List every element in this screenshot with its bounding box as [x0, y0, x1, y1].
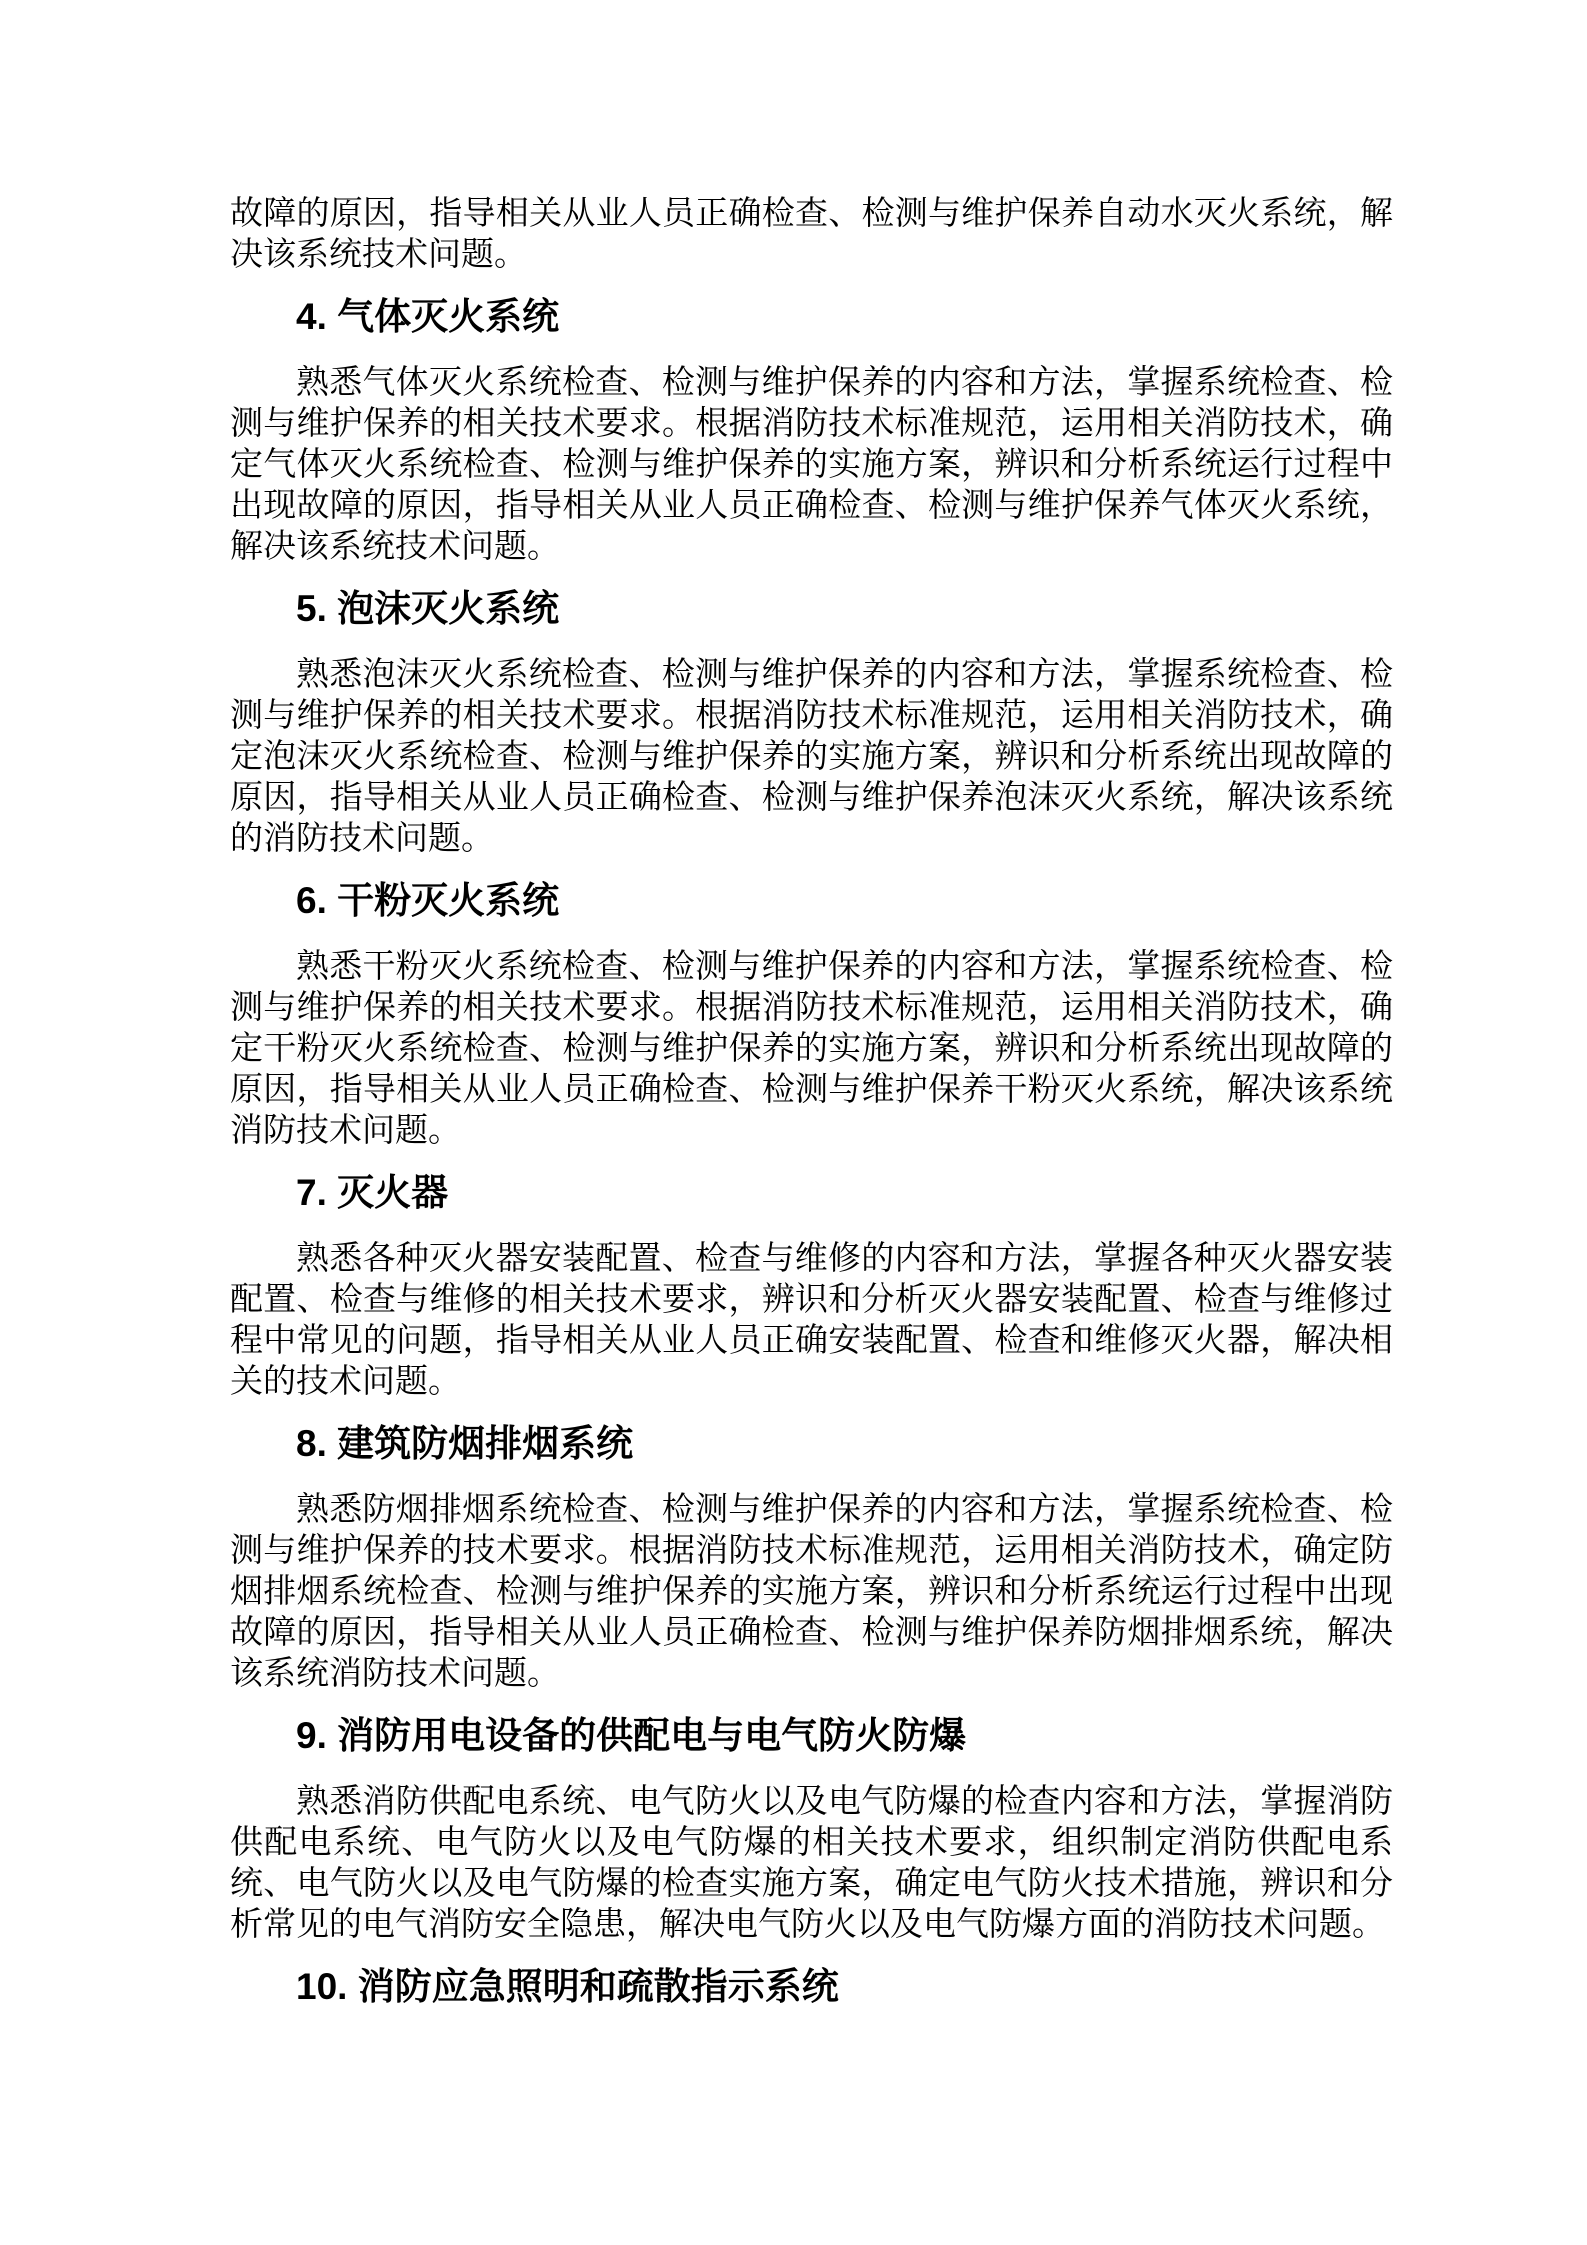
- sections-container: [230, 293, 1393, 2011]
- document-section: [230, 877, 1393, 1152]
- section-body-paragraph: 熟悉各种灭火器安装配置、检查与维修的内容和方法，掌握各种灭火器安装配置、检查与维修的相关技术要求，辨识和分析灭火器安装配置、检查与维修过程中常见的问题，指导相关从业人员正确安装配置、检查和维修灭火器，解决相关的技术问题。: [230, 1241, 1393, 1400]
- document-section: [230, 1712, 1393, 1946]
- continuation-paragraph: 故障的原因，指导相关从业人员正确检查、检测与维护保养自动水灭火系统，解决该系统技术问题。: [230, 196, 1393, 273]
- section-body-paragraph: 熟悉泡沫灭火系统检查、检测与维护保养的内容和方法，掌握系统检查、检测与维护保养的相关技术要求。根据消防技术标准规范，运用相关消防技术，确定泡沫灭火系统检查、检测与维护保养的实施方案，辨识和分析系统出现故障的原因，指导相关从业人员正确检查、检测与维护保养泡沫灭火系统，解决该系统的消防技术问题。: [230, 657, 1393, 857]
- document-text-block: [230, 194, 1393, 2011]
- section-body-paragraph: 熟悉气体灭火系统检查、检测与维护保养的内容和方法，掌握系统检查、检测与维护保养的相关技术要求。根据消防技术标准规范，运用相关消防技术，确定气体灭火系统检查、检测与维护保养的实施方案，辨识和分析系统运行过程中出现故障的原因，指导相关从业人员正确检查、检测与维护保养气体灭火系统，解决该系统技术问题。: [230, 365, 1393, 565]
- document-section: [230, 1169, 1393, 1403]
- section-heading: 10. 消防应急照明和疏散指示系统: [296, 1966, 839, 2007]
- document-section: [230, 585, 1393, 860]
- section-body-paragraph: 熟悉干粉灭火系统检查、检测与维护保养的内容和方法，掌握系统检查、检测与维护保养的相关技术要求。根据消防技术标准规范，运用相关消防技术，确定干粉灭火系统检查、检测与维护保养的实施方案，辨识和分析系统出现故障的原因，指导相关从业人员正确检查、检测与维护保养干粉灭火系统，解决该系统消防技术问题。: [230, 949, 1393, 1149]
- document-section: [230, 1420, 1393, 1695]
- section-heading: 5. 泡沫灭火系统: [296, 588, 560, 629]
- section-heading: 6. 干粉灭火系统: [296, 880, 560, 921]
- section-heading: 9. 消防用电设备的供配电与电气防火防爆: [296, 1715, 967, 1756]
- document-section: [230, 1963, 1393, 2011]
- section-heading: 7. 灭火器: [296, 1172, 449, 1213]
- section-heading: 4. 气体灭火系统: [296, 296, 560, 337]
- section-body-paragraph: 熟悉防烟排烟系统检查、检测与维护保养的内容和方法，掌握系统检查、检测与维护保养的技术要求。根据消防技术标准规范，运用相关消防技术，确定防烟排烟系统检查、检测与维护保养的实施方案，辨识和分析系统运行过程中出现故障的原因，指导相关从业人员正确检查、检测与维护保养防烟排烟系统，解决该系统消防技术问题。: [230, 1492, 1393, 1692]
- document-section: [230, 293, 1393, 568]
- section-body-paragraph: 熟悉消防供配电系统、电气防火以及电气防爆的检查内容和方法，掌握消防供配电系统、电气防火以及电气防爆的相关技术要求，组织制定消防供配电系统、电气防火以及电气防爆的检查实施方案，确定电气防火技术措施，辨识和分析常见的电气消防安全隐患，解决电气防火以及电气防爆方面的消防技术问题。: [230, 1784, 1393, 1943]
- section-heading: 8. 建筑防烟排烟系统: [296, 1423, 634, 1464]
